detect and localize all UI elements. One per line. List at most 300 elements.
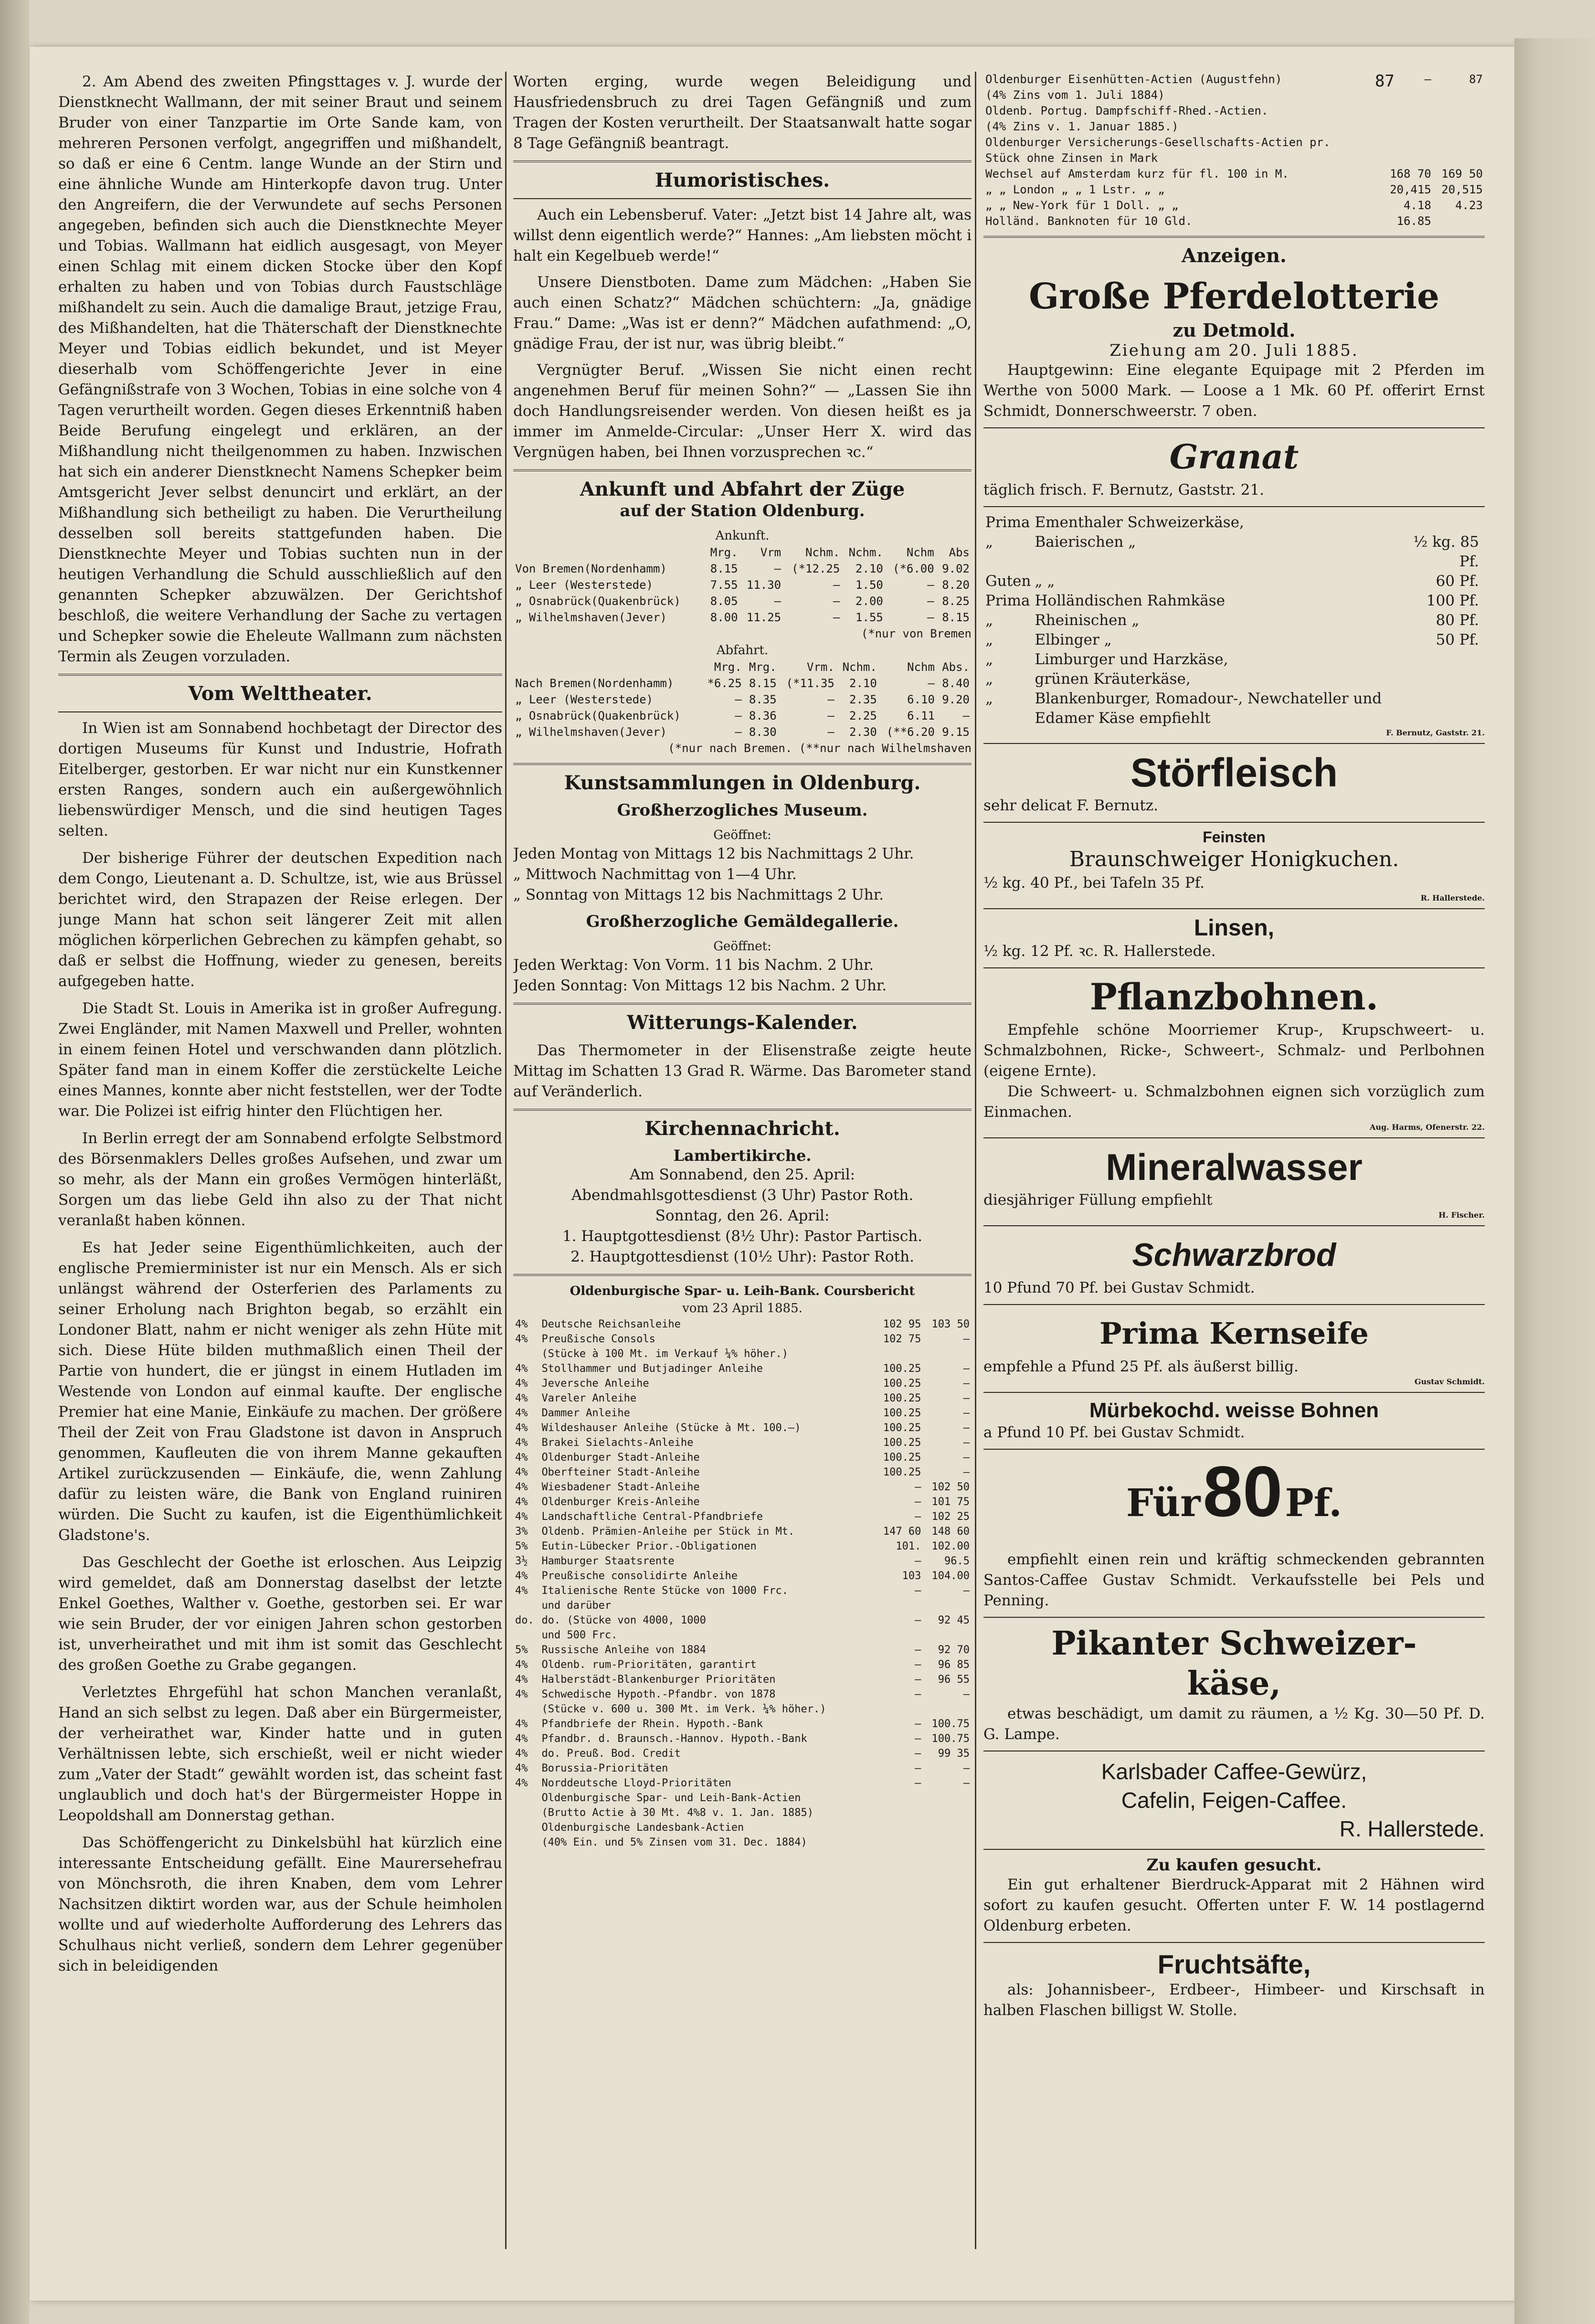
table-cell: 4% bbox=[515, 1511, 528, 1523]
juices-heading: Fruchtsäfte, bbox=[1157, 1949, 1311, 1979]
divider bbox=[58, 711, 502, 712]
table-header-cell: Nchm. bbox=[805, 546, 840, 559]
table-cell: Stollhammer und Butjadinger Anleihe bbox=[541, 1363, 763, 1375]
table-cell: 102.00 bbox=[931, 1540, 970, 1552]
table-row bbox=[983, 630, 1485, 650]
table-cell: 8.35 bbox=[749, 693, 777, 706]
coffee-price-heading bbox=[983, 1451, 1485, 1549]
table-row bbox=[513, 1613, 972, 1628]
table-cell: 102 50 bbox=[931, 1481, 970, 1493]
table-cell: 100.25 bbox=[883, 1392, 921, 1404]
table-cell: 2.10 bbox=[856, 562, 883, 575]
table-cell: — bbox=[735, 693, 742, 706]
table-cell bbox=[1410, 650, 1481, 669]
divider bbox=[58, 674, 502, 676]
table-cell: Eutin-Lübecker Prior.-Obligationen bbox=[541, 1540, 757, 1552]
table-header-cell: Vrm. bbox=[807, 660, 834, 674]
coffee-price-number: 80 bbox=[1203, 1451, 1283, 1531]
table-cell: 92 70 bbox=[938, 1644, 970, 1656]
table-cell: — bbox=[827, 709, 834, 722]
soap-signature: Gustav Schmidt. bbox=[1414, 1377, 1485, 1386]
table-cell: Deutsche Reichsanleihe bbox=[541, 1318, 681, 1330]
gallery-heading: Großherzogliche Gemäldegallerie. bbox=[586, 912, 899, 931]
table-cell: „ bbox=[985, 690, 993, 707]
course-report-heading: Oldenburgische Spar- u. Leih-Bank. Coursbericht bbox=[570, 1284, 915, 1298]
table-cell bbox=[1410, 689, 1481, 728]
table-cell: Hamburger Staatsrente bbox=[541, 1555, 675, 1567]
divider bbox=[983, 908, 1485, 909]
table-cell bbox=[1481, 689, 1485, 728]
table-cell bbox=[513, 1347, 539, 1361]
table-cell: 4% bbox=[515, 1659, 528, 1671]
table-cell: 96 55 bbox=[938, 1674, 970, 1686]
table-cell: Landschaftliche Central-Pfandbriefe bbox=[541, 1511, 763, 1523]
table-cell: 4% bbox=[515, 1466, 528, 1478]
table-cell: Nach Bremen(Nordenhamm) bbox=[515, 677, 674, 690]
article-paragraph: Es hat Jeder seine Eigenthümlichkeiten, auch der englische Premierminister ist nur ein Mensch. Als er sich unlängst während der Osterferien des Parlaments zu seiner Erholung nach Brighton begab, so erzählt ein Londoner Blatt, nahm er nicht weniger als zehn Hüte mit sich. Diese Hüte bilden muthmaßlich einen Theil der Partie von hundert, die er jüngst in einem Hutladen im Westende von London auf einmal kaufte. Der englische Premier hat eine Manie, Einkäufe zu machen. Der größere Theil der Zeit von Frau Gladstone ist davon in Anspruch genommen, Kaufleuten die von ihrem Manne gekauften Artikel zurückzusenden — Einkäufe, die, wenn Zahlung dafür zu leisten wäre, die Bank von England ruiniren würden. Die Sucht zu kaufen, ist die Eigenthümlichkeit Gladstone's. bbox=[58, 1239, 502, 1544]
table-row bbox=[513, 1761, 972, 1776]
divider bbox=[983, 967, 1485, 968]
karlsbad-signature: R. Hallerstede. bbox=[1339, 1816, 1485, 1841]
granat-heading: Granat bbox=[1169, 437, 1299, 477]
table-cell bbox=[1382, 135, 1433, 150]
table-header-cell: Nchm. bbox=[842, 660, 877, 674]
article-paragraph: Das Geschlecht der Goethe ist erloschen. Aus Leipzig wird gemeldet, daß am Donnerstag daselbst der letzte Enkel Goethes, Walther v. Goethe, gestorben sei. Er war wie sein Bruder, der vor einigen Jahren schon gestorben ist, unverheirathet und mit ihm ist somit das Geschlecht des großen Goethe zu Grabe gegangen. bbox=[58, 1554, 502, 1674]
granat-line: täglich frisch. F. Bernutz, Gaststr. 21. bbox=[983, 481, 1265, 499]
table-cell bbox=[923, 1805, 972, 1820]
beans-signature: Aug. Harms, Ofenerstr. 22. bbox=[1370, 1123, 1485, 1132]
table-cell: 20,515 bbox=[1441, 183, 1483, 196]
table-cell bbox=[1433, 87, 1485, 103]
table-cell bbox=[1433, 135, 1485, 150]
table-cell: Stück ohne Zinsen in Mark bbox=[985, 151, 1158, 165]
table-cell: — bbox=[963, 1452, 970, 1464]
soap-heading: Prima Kernseife bbox=[1099, 1316, 1369, 1351]
table-cell: — bbox=[915, 1481, 921, 1493]
mineral-water-heading: Mineralwasser bbox=[1106, 1146, 1363, 1188]
table-row bbox=[513, 1524, 972, 1539]
section-heading-trains: Ankunft und Abfahrt der Züge bbox=[580, 478, 905, 500]
table-cell bbox=[875, 1598, 923, 1613]
divider bbox=[513, 160, 972, 162]
joke-paragraph: Vergnügter Beruf. „Wissen Sie nicht einen recht angenehmen Beruf für meinen Sohn?“ — „Lassen Sie ihn doch Handlungsreisender werden. Von diesen heißt es ja immer im Anmelde-Circular: „Unser Herr X. wird das Vergnügen haben, bei Ihnen vorzusprechen ꝛc.“ bbox=[513, 361, 972, 461]
list-item: 2. Hauptgottesdienst (10½ Uhr): Pastor Roth. bbox=[570, 1248, 914, 1265]
table-cell: Vareler Anleihe bbox=[541, 1392, 637, 1404]
table-cell: Oberfteiner Stadt-Anleihe bbox=[541, 1466, 700, 1478]
gallery-hours bbox=[513, 955, 972, 996]
table-cell: 100.25 bbox=[883, 1407, 921, 1419]
lentils-line: ½ kg. 12 Pf. ꝛc. R. Hallerstede. bbox=[983, 943, 1216, 960]
list-item: „ Sonntag von Mittags 12 bis Nachmittags 2 Uhr. bbox=[513, 886, 884, 903]
cheese-table bbox=[983, 513, 1485, 728]
table-row bbox=[513, 561, 972, 577]
table-cell: „ „ New-York für 1 Doll. „ „ bbox=[985, 199, 1179, 212]
divider bbox=[983, 1449, 1485, 1450]
table-cell bbox=[1433, 103, 1485, 119]
table-cell: 102 95 bbox=[883, 1318, 921, 1330]
section-heading-humor: Humoristisches. bbox=[655, 169, 830, 191]
table-cell: — bbox=[833, 594, 840, 608]
white-beans-heading: Mürbekochd. weisse Bohnen bbox=[1089, 1399, 1379, 1422]
table-cell bbox=[513, 1791, 539, 1805]
table-cell: Limburger und Harzkäse, bbox=[1035, 651, 1228, 668]
table-row bbox=[513, 1791, 972, 1805]
table-cell: 102 25 bbox=[931, 1511, 970, 1523]
table-row bbox=[983, 213, 1485, 229]
table-cell: 2.35 bbox=[849, 693, 877, 706]
table-row bbox=[513, 675, 972, 691]
page-number: 87 bbox=[1375, 72, 1394, 91]
table-cell: 4% bbox=[515, 1733, 528, 1745]
article-paragraph: In Berlin erregt der am Sonnabend erfolgte Selbstmord des Börsenmaklers Delles großes Aufsehen, und zwar um so mehr, als der Mann ein großes Vermögen hinterläßt, Sorgen um das liebe Geld ihn also zu der That nicht veranlaßt haben können. bbox=[58, 1130, 502, 1229]
table-row bbox=[513, 1657, 972, 1672]
table-row bbox=[513, 1583, 972, 1598]
table-cell: (40% Ein. und 5% Zinsen vom 31. Dec. 1884) bbox=[541, 1836, 807, 1848]
table-cell: 2.00 bbox=[856, 594, 883, 608]
table-cell: — bbox=[963, 1422, 970, 1434]
table-cell: 4% bbox=[515, 1762, 528, 1774]
table-cell: (Stücke v. 600 u. 300 Mt. im Verk. ¼% höher.) bbox=[541, 1703, 826, 1715]
table-cell: Blankenburger, Romadour-, Newchateller und Edamer Käse empfiehlt bbox=[1035, 690, 1382, 727]
list-item: Jeden Sonntag: Von Mittags 12 bis Nachm. 2 Uhr. bbox=[513, 977, 887, 994]
table-cell: — bbox=[927, 578, 934, 592]
table-cell bbox=[1481, 572, 1485, 591]
table-cell: 4% bbox=[515, 1407, 528, 1419]
table-cell: Schwedische Hypoth.-Pfandbr. von 1878 bbox=[541, 1688, 776, 1700]
wanted-heading: Zu kaufen gesucht. bbox=[1146, 1856, 1322, 1875]
table-cell: 104.00 bbox=[931, 1570, 970, 1582]
table-cell: Norddeutsche Lloyd-Prioritäten bbox=[541, 1777, 731, 1789]
divider bbox=[513, 198, 972, 199]
joke-paragraph: Auch ein Lebensberuf. Vater: „Jetzt bist 14 Jahre alt, was willst denn eigentlich werde?“ Hannes: „Am liebsten möcht i halt ein Kegelbueb werde!“ bbox=[513, 206, 972, 265]
coffee-price-unit: Pf. bbox=[1285, 1480, 1342, 1525]
table-header-cell: Nchm bbox=[907, 660, 935, 674]
column-rule-2 bbox=[975, 72, 976, 2249]
table-cell: 4% bbox=[515, 1688, 528, 1700]
black-bread-heading: Schwarzbrod bbox=[1132, 1237, 1336, 1273]
beans-text-1: Empfehle schöne Moorriemer Krup-, Krupschweert- u. Schmalzbohnen, Ricke-, Schweert-, Schmalz- und Perlbohnen (eigene Ernte). bbox=[983, 1021, 1485, 1080]
table-cell bbox=[513, 1702, 539, 1717]
table-cell: Oldenburger Stadt-Anleihe bbox=[541, 1452, 700, 1464]
table-cell: — bbox=[963, 1437, 970, 1449]
table-cell: 9.15 bbox=[942, 725, 970, 739]
table-cell bbox=[875, 1702, 923, 1717]
table-row bbox=[513, 577, 972, 593]
arrival-note: (*nur von Bremen bbox=[861, 627, 972, 640]
table-cell: Borussia-Prioritäten bbox=[541, 1762, 668, 1774]
table-cell: — bbox=[928, 677, 935, 690]
table-row bbox=[513, 1687, 972, 1702]
table-cell: — bbox=[915, 1733, 921, 1745]
table-cell: 2.10 bbox=[849, 677, 877, 690]
article-continuation: Worten erging, wurde wegen Beleidigung und Hausfriedensbruch zu drei Tagen Gefängniß und zum Tragen der Kosten verurtheilt. Der Staatsanwalt hatte sogar 8 Tage Gefängniß beantragt. bbox=[513, 73, 972, 152]
table-row bbox=[513, 1361, 972, 1376]
lentils-heading: Linsen, bbox=[1194, 915, 1275, 941]
trains-subheading: auf der Station Oldenburg. bbox=[620, 501, 865, 520]
divider bbox=[513, 1109, 972, 1111]
divider bbox=[983, 1617, 1485, 1618]
table-row bbox=[513, 1569, 972, 1583]
table-cell: 4% bbox=[515, 1378, 528, 1390]
next-page-edge bbox=[1514, 38, 1595, 2324]
table-cell: 8.15 bbox=[942, 611, 970, 624]
table-row bbox=[513, 1317, 972, 1332]
table-cell: 4% bbox=[515, 1333, 528, 1345]
table-row bbox=[983, 150, 1485, 166]
table-cell: 8.05 bbox=[710, 594, 738, 608]
table-row bbox=[983, 650, 1485, 669]
lottery-date: Ziehung am 20. Juli 1885. bbox=[1109, 341, 1359, 360]
table-cell: — bbox=[963, 1688, 970, 1700]
table-cell bbox=[1410, 513, 1481, 532]
table-cell: und darüber bbox=[541, 1600, 612, 1612]
table-cell: „ Leer (Westerstede) bbox=[515, 693, 653, 706]
table-row bbox=[513, 1835, 972, 1850]
table-cell: 3% bbox=[515, 1526, 528, 1538]
table-cell: 100.25 bbox=[883, 1422, 921, 1434]
honey-line-2: Braunschweiger Honigkuchen. bbox=[1069, 847, 1399, 871]
table-row bbox=[513, 1509, 972, 1524]
table-cell: Elbinger „ bbox=[1035, 631, 1112, 648]
table-cell: — bbox=[735, 725, 742, 739]
museum-hours bbox=[513, 844, 972, 905]
table-cell bbox=[1433, 119, 1485, 135]
table-cell: 8.30 bbox=[749, 725, 777, 739]
table-cell: 100.25 bbox=[883, 1437, 921, 1449]
table-cell: Wiesbadener Stadt-Anleihe bbox=[541, 1481, 700, 1493]
table-cell bbox=[923, 1820, 972, 1835]
table-cell: Prima bbox=[985, 514, 1030, 531]
departure-table bbox=[513, 659, 972, 740]
black-bread-line: 10 Pfund 70 Pf. bei Gustav Schmidt. bbox=[983, 1279, 1255, 1296]
table-cell: „ Wilhelmshaven(Jever) bbox=[515, 725, 667, 739]
church-services bbox=[513, 1165, 972, 1267]
table-cell: 16.85 bbox=[1396, 214, 1431, 228]
shares-table bbox=[983, 72, 1485, 229]
table-row bbox=[513, 1628, 972, 1643]
table-cell: 87 bbox=[1469, 73, 1483, 86]
table-header-cell bbox=[513, 659, 701, 675]
table-cell: 1.55 bbox=[856, 611, 883, 624]
table-cell: — bbox=[915, 1511, 921, 1523]
section-heading-welttheater: Vom Welttheater. bbox=[188, 682, 372, 705]
table-row bbox=[513, 593, 972, 609]
court-report: 2. Am Abend des zweiten Pfingsttages v. J. wurde der Dienstknecht Wallmann, der mit seiner Braut und seinem Bruder von einer Tanzpartie im Orte Sande kam, von mehreren Personen verfolgt, angegriffen und mißhandelt, so daß er eine 6 Centm. lange Wunde an der Stirn und eine ähnliche Wunde am Hinterkopfe davon trug. Unter den Angreifern, die der Verwundete auf sechs Personen angegeben, befinden sich auch die Dienstknechte Meyer und Tobias. Wallmann hat eidlich ausgesagt, von Meyer einen Schlag mit einem dicken Stocke über den Kopf erhalten zu haben und von Tobias durch Faustschläge mißhandelt zu sein. Auch die damalige Braut, jetzige Frau, des Mißhandelten, hat die Thäterschaft der Dienstknechte Meyer und Tobias eidlich bekundet, und ist Meyer dieserhalb vom Schöffengerichte Jever in eine Gefängnißstrafe von 3 Wochen, Tobias in eine solche von 4 Tagen verurtheilt worden. Gegen dieses Erkenntniß haben Beide Berufung eingelegt und erklären, an der Mißhandlung nicht theilgenommen zu haben. Inzwischen hat sich ein anderer Dienstknecht Namens Schepker beim Amtsgericht Jever selbst denuncirt und erklärt, an der Mißhandlung sich betheiligt zu haben. Die Verurtheilung desselben soll bereits stattgefunden haben. Die Dienstknechte Meyer und Tobias suchten nun in der heutigen Verhandlung die Schuld ausschließlich auf den genannten Schepker abzuwälzen. Der Gerichtshof beschloß, die weitere Verhandlung der Sache zu vertagen und Schepker sowie die Eheleute Wallmann zum nächsten Termin als Zeugen vorzuladen. bbox=[58, 73, 502, 665]
table-cell: Preußische consolidirte Anleihe bbox=[541, 1570, 738, 1582]
table-cell bbox=[1382, 150, 1433, 166]
table-cell: 4% bbox=[515, 1674, 528, 1686]
table-cell: Halberstädt-Blankenburger Prioritäten bbox=[541, 1674, 776, 1686]
table-cell bbox=[1382, 103, 1433, 119]
table-header-cell: Nchm. bbox=[848, 546, 883, 559]
lottery-text: Hauptgewinn: Eine elegante Equipage mit 2 Pferden im Werthe von 5000 Mark. — Loose a 1 Mk. 60 Pf. offerirt Ernst Schmidt, Donnerschweerstr. 7 oben. bbox=[983, 361, 1485, 420]
table-row bbox=[983, 72, 1485, 87]
table-row bbox=[983, 513, 1485, 532]
juices-text: als: Johannisbeer-, Erdbeer-, Himbeer- und Kirschsaft in halben Flaschen billigst W. Stolle. bbox=[983, 1981, 1485, 2019]
table-cell: — bbox=[963, 1392, 970, 1404]
table-cell: 4% bbox=[515, 1718, 528, 1730]
arrival-label: Ankunft. bbox=[715, 529, 770, 543]
table-cell: — bbox=[833, 611, 840, 624]
table-cell bbox=[513, 1820, 539, 1835]
article-paragraph: Der bisherige Führer der deutschen Expedition nach dem Congo, Lieutenant a. D. Schultze, ist, wie aus Brüssel berichtet wird, den Strapazen der Reise erlegen. Der junge Mann hat schon seit längerer Zeit mit allen möglichen körperlichen Gebrechen zu kämpfen gehabt, so daß er selbst die Hoffnung, wieder zu genesen, bereits aufgegeben hatte. bbox=[58, 849, 502, 990]
table-cell: Wildeshauser Anleihe (Stücke à Mt. 100.—) bbox=[541, 1422, 801, 1434]
table-row bbox=[513, 1332, 972, 1347]
departure-label: Abfahrt. bbox=[716, 643, 769, 658]
table-cell: Baierischen „ bbox=[1035, 533, 1136, 551]
table-cell: 4% bbox=[515, 1570, 528, 1582]
table-cell: *6.25 bbox=[707, 677, 742, 690]
divider bbox=[983, 1225, 1485, 1226]
table-cell: 9.20 bbox=[942, 693, 970, 706]
table-cell bbox=[875, 1805, 923, 1820]
table-cell: — bbox=[963, 1762, 970, 1774]
table-cell: Oldenb. Portug. Dampfschiff-Rhed.-Actien. bbox=[985, 104, 1268, 117]
table-cell: 103 50 bbox=[931, 1318, 970, 1330]
table-cell: „ bbox=[985, 651, 993, 668]
table-row bbox=[513, 609, 972, 626]
lottery-place: zu Detmold. bbox=[1172, 319, 1296, 341]
table-cell: 50 Pf. bbox=[1436, 631, 1479, 648]
table-cell: 92 45 bbox=[938, 1614, 970, 1626]
table-cell: Brakei Sielachts-Anleihe bbox=[541, 1437, 694, 1449]
table-cell: „ Osnabrück(Quakenbrück) bbox=[515, 594, 681, 608]
table-cell: 8.40 bbox=[942, 677, 970, 690]
table-cell: — bbox=[915, 1614, 921, 1626]
table-cell: — bbox=[833, 578, 840, 592]
table-row bbox=[983, 591, 1485, 611]
table-cell: 100.25 bbox=[883, 1452, 921, 1464]
table-cell: 4% bbox=[515, 1481, 528, 1493]
table-cell bbox=[1481, 650, 1485, 669]
table-cell: und 500 Frc. bbox=[541, 1629, 618, 1641]
table-row bbox=[513, 1435, 972, 1450]
section-heading-church: Kirchennachricht. bbox=[644, 1117, 840, 1140]
table-row bbox=[513, 1480, 972, 1495]
table-cell: 101. bbox=[896, 1540, 921, 1552]
table-cell: 4% bbox=[515, 1496, 528, 1508]
table-cell bbox=[513, 1835, 539, 1850]
table-cell: Wechsel auf Amsterdam kurz für fl. 100 in M. bbox=[985, 167, 1289, 180]
honey-line-1: Feinsten bbox=[1203, 828, 1266, 846]
honey-line-3: ½ kg. 40 Pf., bei Tafeln 35 Pf. bbox=[983, 874, 1204, 891]
table-cell: — bbox=[963, 1378, 970, 1390]
lottery-heading: Große Pferdelotterie bbox=[1028, 276, 1440, 317]
table-row bbox=[513, 1717, 972, 1731]
table-cell: Oldenb. Prämien-Anleihe per Stück in Mt. bbox=[541, 1526, 795, 1538]
table-cell: 169 50 bbox=[1441, 167, 1483, 180]
table-row bbox=[513, 1465, 972, 1480]
table-row bbox=[513, 1347, 972, 1361]
table-cell: 4% bbox=[515, 1452, 528, 1464]
divider bbox=[983, 1849, 1485, 1850]
table-cell: 8.36 bbox=[749, 709, 777, 722]
list-item: Am Sonnabend, den 25. April: bbox=[629, 1166, 856, 1183]
table-cell: 99 35 bbox=[938, 1748, 970, 1760]
table-cell: 20,415 bbox=[1390, 183, 1431, 196]
table-cell: — bbox=[915, 1555, 921, 1567]
table-cell: — bbox=[735, 709, 742, 722]
table-cell: 147 60 bbox=[883, 1526, 921, 1538]
table-cell bbox=[923, 1791, 972, 1805]
table-cell: — bbox=[915, 1777, 921, 1789]
table-cell: (4% Zins vom 1. Juli 1884) bbox=[985, 88, 1165, 102]
divider bbox=[983, 822, 1485, 823]
table-header-cell: Mrg. bbox=[714, 660, 742, 674]
table-cell: Oldenburgische Landesbank-Actien bbox=[541, 1822, 744, 1834]
table-cell: (*6.00 bbox=[893, 562, 934, 575]
table-cell: — bbox=[915, 1762, 921, 1774]
table-cell: — bbox=[915, 1644, 921, 1656]
table-row bbox=[513, 1421, 972, 1435]
table-cell: — bbox=[927, 594, 934, 608]
table-row bbox=[983, 611, 1485, 630]
table-cell: 4% bbox=[515, 1585, 528, 1597]
cheese-signature: F. Bernutz, Gaststr. 21. bbox=[1386, 728, 1485, 737]
open-label: Geöffnet: bbox=[713, 828, 771, 842]
divider bbox=[983, 427, 1485, 428]
table-cell: 11.25 bbox=[746, 611, 782, 624]
table-cell bbox=[513, 1805, 539, 1820]
table-cell: 4% bbox=[515, 1422, 528, 1434]
table-cell bbox=[875, 1628, 923, 1643]
table-cell: 80 Pf. bbox=[1436, 612, 1479, 629]
table-cell: Oldenburger Versicherungs-Gesellschafts-Actien pr. bbox=[985, 136, 1331, 149]
table-cell: 4.23 bbox=[1455, 199, 1483, 212]
coffee-price-for: Für bbox=[1126, 1480, 1201, 1525]
table-cell: 100.25 bbox=[883, 1363, 921, 1375]
table-cell: 1.50 bbox=[856, 578, 883, 592]
list-item: „ Mittwoch Nachmittag von 1—4 Uhr. bbox=[513, 866, 797, 883]
table-cell: 3½ bbox=[515, 1555, 528, 1567]
article-paragraph: In Wien ist am Sonnabend hochbetagt der Director des dortigen Museums für Kunst und Industrie, Hofrath Eitelberger, gestorben. Er war nicht nur ein Kunstkenner ersten Ranges, sondern auch ein außergewöhnlich liebenswürdiger Mensch, und die sind heutigen Tages selten. bbox=[58, 720, 502, 839]
table-cell: Oldenburgische Spar- und Leih-Bank-Actien bbox=[541, 1792, 801, 1804]
swiss-cheese-text: etwas beschädigt, um damit zu räumen, a ½ Kg. 30—50 Pf. D. G. Lampe. bbox=[983, 1705, 1485, 1743]
table-cell bbox=[1382, 119, 1433, 135]
table-header-cell: Nchm bbox=[906, 546, 934, 559]
table-cell: 4% bbox=[515, 1392, 528, 1404]
table-cell: Pfandbr. d. Braunsch.-Hannov. Hypoth.-Bank bbox=[541, 1733, 807, 1745]
table-cell: — bbox=[915, 1674, 921, 1686]
table-header-cell: Abs. bbox=[942, 660, 970, 674]
table-cell: — bbox=[1424, 73, 1431, 86]
course-table bbox=[513, 1317, 972, 1850]
table-cell: — bbox=[963, 1363, 970, 1375]
table-row bbox=[983, 119, 1485, 135]
table-header-cell: Mrg. bbox=[710, 546, 738, 559]
table-cell: „ Wilhelmshaven(Jever) bbox=[515, 611, 667, 624]
table-row bbox=[513, 1376, 972, 1391]
table-cell: 100.75 bbox=[931, 1718, 970, 1730]
table-cell: — bbox=[927, 611, 934, 624]
table-row bbox=[983, 135, 1485, 150]
section-heading-art: Kunstsammlungen in Oldenburg. bbox=[564, 772, 921, 794]
table-cell bbox=[1481, 669, 1485, 689]
table-row bbox=[513, 1672, 972, 1687]
table-cell: 8.15 bbox=[749, 677, 777, 690]
divider bbox=[983, 1942, 1485, 1943]
table-cell: 96 85 bbox=[938, 1659, 970, 1671]
table-row bbox=[513, 708, 972, 724]
table-cell: 60 Pf. bbox=[1436, 573, 1479, 590]
beans-text-2: Die Schweert- u. Schmalzbohnen eignen sich vorzüglich zum Einmachen. bbox=[983, 1083, 1485, 1121]
table-cell: Dammer Anleihe bbox=[541, 1407, 630, 1419]
list-item: Jeden Montag von Mittags 12 bis Nachmittags 2 Uhr. bbox=[513, 845, 914, 862]
table-cell: Russische Anleihe von 1884 bbox=[541, 1644, 706, 1656]
table-cell: — bbox=[915, 1585, 921, 1597]
table-cell: Guten bbox=[985, 573, 1031, 590]
table-cell: Pfandbriefe der Rhein. Hypoth.-Bank bbox=[541, 1718, 763, 1730]
